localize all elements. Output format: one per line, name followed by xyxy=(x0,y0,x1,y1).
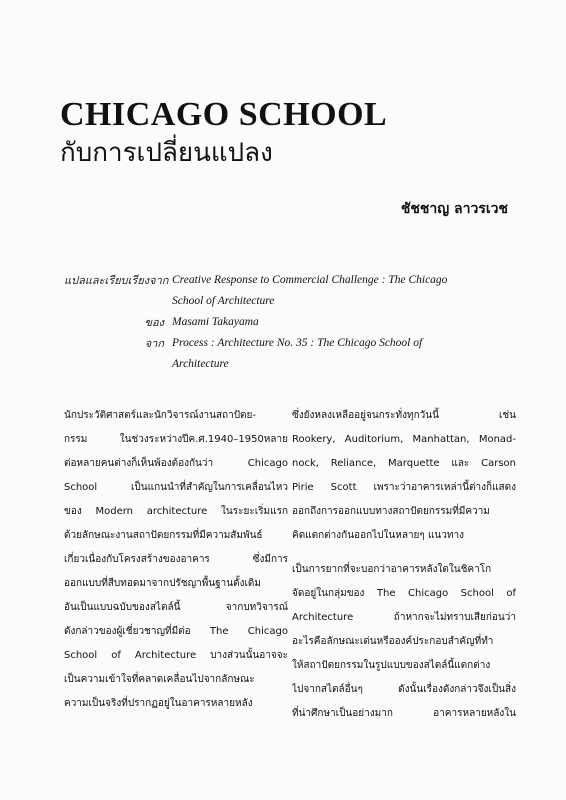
body-text-line: ความเป็นจริงที่ปรากฏอยู่ในอาคารหลายหลัง xyxy=(64,698,253,709)
source-value: Creative Response to Commercial Challenge : The Chicago xyxy=(172,274,448,286)
source-value: Masami Takayama xyxy=(172,316,259,328)
body-column-left xyxy=(64,404,288,716)
source-row xyxy=(64,312,504,333)
body-text-line: ออกถึงการออกแบบทางสถาปัตยกรรมที่มีความ xyxy=(292,506,490,517)
article-title-thai: กับการเปลี่ยนแปลง xyxy=(60,138,273,168)
source-value: Process : Architecture No. 35 : The Chicago School of xyxy=(172,337,423,349)
source-row xyxy=(64,270,504,291)
body-text-line: ให้สถาปัตยกรรมในรูปแบบของสไตล์นี้แตกต่าง xyxy=(292,660,491,671)
source-label: แปลและเรียบเรียงจาก xyxy=(64,274,169,287)
body-text-line: ไปจากสไตล์อื่นๆ ดังนั้นเรื่องดังกล่าวจึงเป็นสิ่ง xyxy=(292,684,516,695)
body-text-line: School เป็นแกนนำที่สำคัญในการเคลื่อนไหว xyxy=(64,482,288,493)
source-row xyxy=(64,354,504,375)
source-citation xyxy=(64,270,504,375)
article-author: ชัชชาญ ลาวรเวช xyxy=(400,201,508,217)
body-text-line: เป็นการยากที่จะบอกว่าอาคารหลังใดในชิคาโก xyxy=(292,564,492,575)
paragraph-gap xyxy=(292,548,516,558)
body-text-line: เป็นความเข้าใจที่คลาดเคลื่อนไปจากลักษณะ xyxy=(64,674,255,685)
article-title-english: CHICAGO SCHOOL xyxy=(60,96,388,133)
body-text-line: นักประวัติศาสตร์และนักวิจารณ์งานสถาปัตย- xyxy=(64,410,257,421)
body-text-line: ด้วยลักษณะงานสถาปัตยกรรมที่มีความสัมพันธ์ xyxy=(64,530,263,541)
source-label xyxy=(64,291,172,312)
body-text-line: ซึ่งยังหลงเหลืออยู่จนกระทั่งทุกวันนี้ เช่น xyxy=(292,410,516,421)
body-text-line: อันเป็นแบบฉบับของสไตล์นี้ จากบทวิจารณ์ xyxy=(64,602,288,613)
source-label: จาก xyxy=(144,337,164,350)
body-text-line: ของ Modern architecture ในระยะเริ่มแรก xyxy=(64,506,288,517)
body-text-line: nock, Reliance, Marquette และ Carson xyxy=(292,458,516,469)
body-text-line: อะไรคือลักษณะเด่นหรือองค์ประกอบสำคัญที่ทำ xyxy=(292,636,494,647)
source-value: Architecture xyxy=(172,358,229,370)
body-column-right xyxy=(292,404,516,726)
body-text-line: ดังกล่าวของผู้เชี่ยวชาญที่มีต่อ The Chicago xyxy=(64,626,288,637)
source-label: ของ xyxy=(144,316,164,329)
body-text-line: Rookery, Auditorium, Manhattan, Monad- xyxy=(292,434,516,445)
source-row xyxy=(64,333,504,354)
source-row xyxy=(64,291,504,312)
source-label xyxy=(64,354,172,375)
body-text-line: School of Architecture บางส่วนนั้นอาจจะ xyxy=(64,650,288,661)
body-text-line: ออกแบบที่สืบทอดมาจากปรัชญาพื้นฐานดั้งเดิม xyxy=(64,578,261,589)
body-text-line: กรรม ในช่วงระหว่างปีค.ศ.1940–1950หลาย xyxy=(64,434,288,445)
body-text-line: Architecture ถ้าหากจะไม่ทราบเสียก่อนว่า xyxy=(292,612,516,623)
source-value: School of Architecture xyxy=(172,295,275,307)
body-text-line: จัดอยู่ในกลุ่มของ The Chicago School of xyxy=(292,588,516,599)
body-text-line: ที่น่าศึกษาเป็นอย่างมาก อาคารหลายหลังใน xyxy=(292,708,516,719)
body-text-line: ต่อหลายคนต่างก็เห็นพ้องต้องกันว่า Chicago xyxy=(64,458,288,469)
body-text-line: คิดแตกต่างกันออกไปในหลายๆ แนวทาง xyxy=(292,530,464,541)
body-text-line: เกี่ยวเนื่องกับโครงสร้างของอาคาร ซึ่งมีการ xyxy=(64,554,288,565)
body-text-line: Pirie Scott เพราะว่าอาคารเหล่านี้ต่างก็แสดง xyxy=(292,482,516,493)
